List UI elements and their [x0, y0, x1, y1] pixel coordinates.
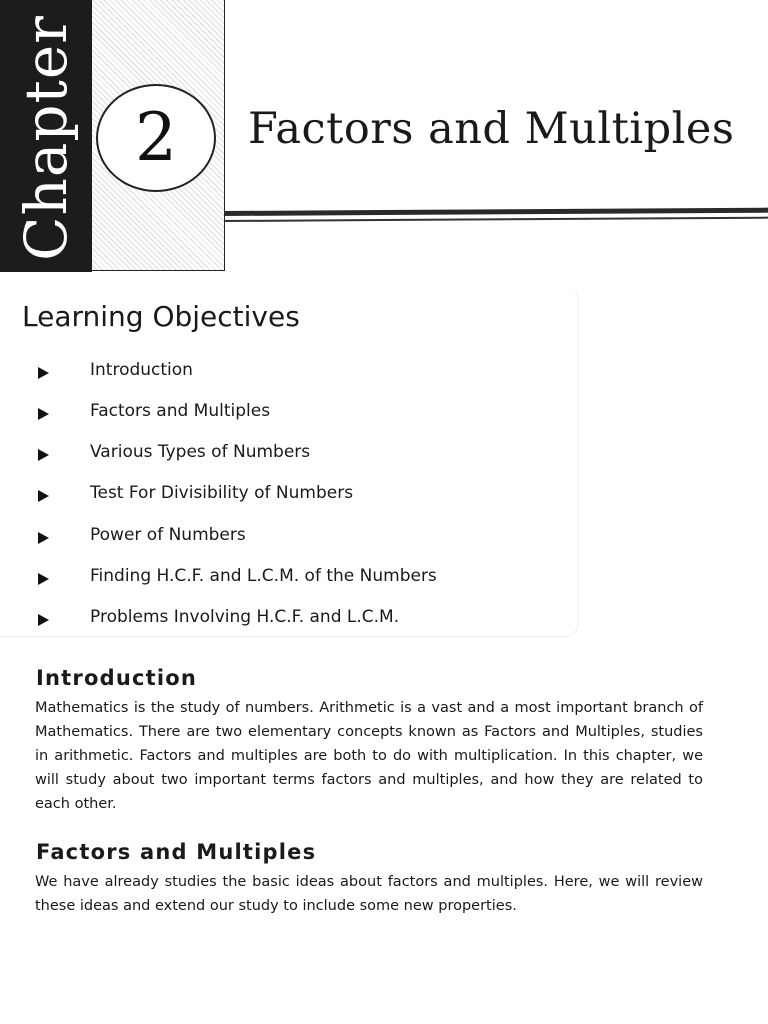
chapter-number-badge [96, 84, 216, 192]
objective-label: Power of Numbers [90, 525, 246, 545]
objective-label: Introduction [90, 360, 193, 380]
objective-item [0, 401, 560, 427]
chapter-number: 2 [135, 99, 177, 176]
chapter-tab [0, 0, 92, 272]
bullet-arrow-icon [38, 614, 49, 626]
objective-label: Problems Involving H.C.F. and L.C.M. [90, 607, 400, 627]
bullet-arrow-icon [38, 532, 49, 544]
objective-label: Finding H.C.F. and L.C.M. of the Numbers [90, 566, 437, 586]
objective-label: Test For Divisibility of Numbers [90, 483, 354, 503]
objective-label: Factors and Multiples [90, 401, 271, 421]
bullet-arrow-icon [38, 490, 49, 502]
objective-item [0, 525, 560, 551]
objective-item [0, 442, 560, 468]
learning-objectives-heading: Learning Objectives [22, 300, 300, 333]
objective-item [0, 607, 560, 633]
objective-item [0, 483, 560, 509]
chapter-label: Chapter [12, 15, 80, 261]
bullet-arrow-icon [38, 408, 49, 420]
factors-multiples-heading: Factors and Multiples [36, 840, 317, 864]
objective-item [0, 566, 560, 592]
bullet-arrow-icon [38, 573, 49, 585]
objective-item [0, 360, 560, 386]
introduction-heading: Introduction [36, 666, 198, 690]
title-rule-thick [224, 208, 768, 216]
objective-label: Various Types of Numbers [90, 442, 311, 462]
chapter-title: Factors and Multiples [248, 104, 735, 154]
bullet-arrow-icon [38, 449, 49, 461]
bullet-arrow-icon [38, 367, 49, 379]
title-rule-thin [224, 217, 768, 222]
factors-multiples-paragraph: We have already studies the basic ideas about factors and multiples. Here, we will review these ideas and extend our study to include some new properties. [35, 874, 703, 914]
introduction-paragraph: Mathematics is the study of numbers. Arithmetic is a vast and a most important branch of Mathematics. There are two elementary concepts known as Factors and Multiples, studies in arithmetic. Factors and multiples are both to do with multiplication. In this chapter, we will study about two important terms factors and multiples, and how they are related to each other. [35, 700, 703, 812]
